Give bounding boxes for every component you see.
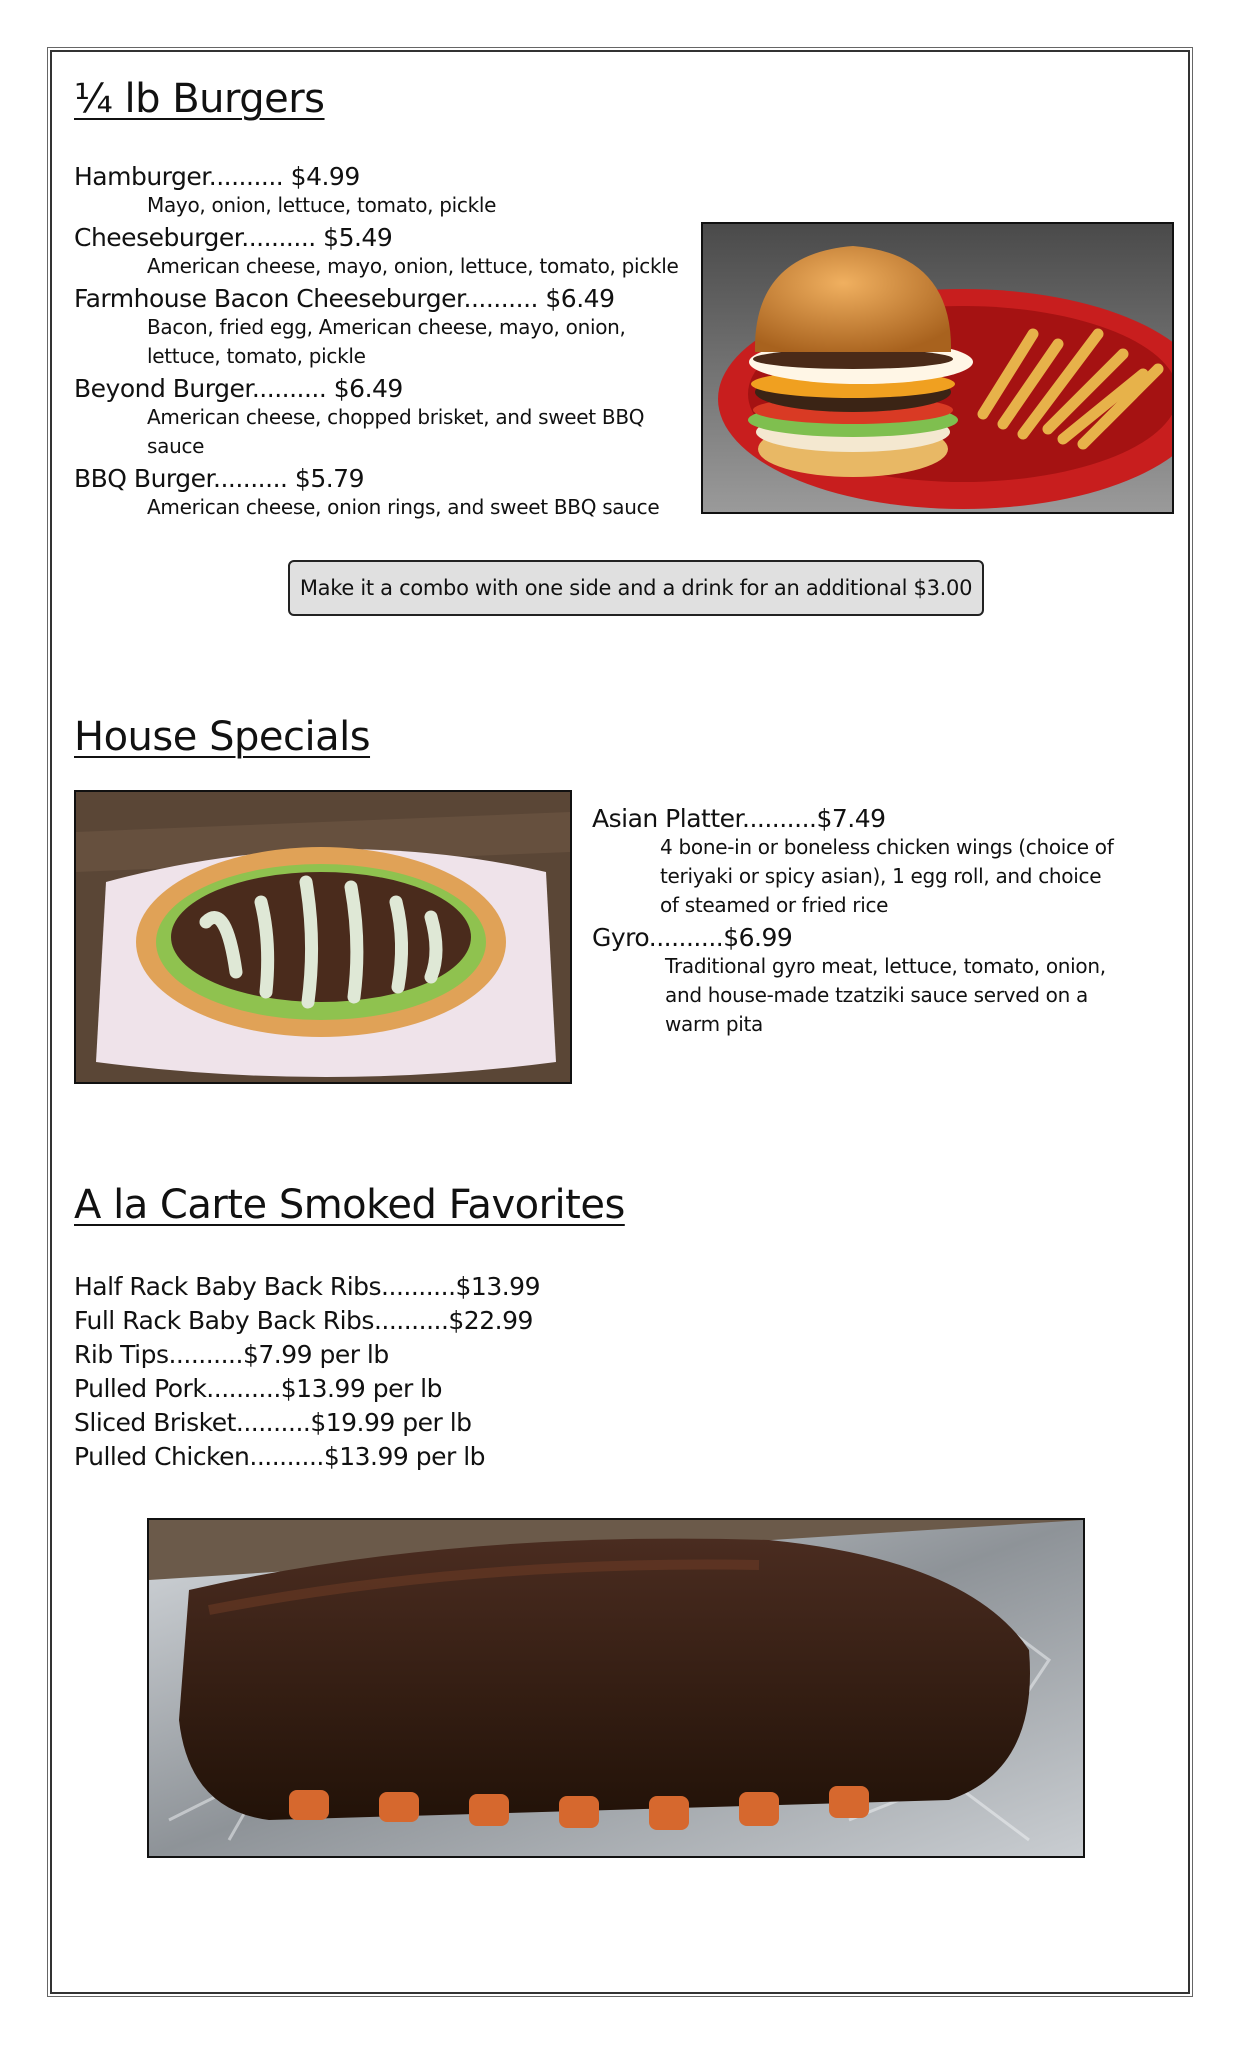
ribs-photo: [147, 1518, 1085, 1858]
gyro-illustration: [76, 792, 570, 1082]
menu-item-name: Beyond Burger.......... $6.49: [74, 374, 403, 403]
burgers-list: [74, 162, 694, 522]
menu-item-name: Hamburger.......... $4.99: [74, 162, 360, 191]
menu-item-desc: Traditional gyro meat, lettuce, tomato, onion, and house-made tzatziki sauce served on a warm pita: [665, 954, 1106, 1036]
menu-item-desc: Mayo, onion, lettuce, tomato, pickle: [147, 193, 497, 217]
menu-item-name: Farmhouse Bacon Cheeseburger.......... $6.49: [74, 284, 615, 313]
menu-item-desc: Bacon, fried egg, American cheese, mayo, onion, lettuce, tomato, pickle: [147, 315, 626, 368]
specials-list: [592, 804, 1152, 1039]
list-item: Half Rack Baby Back Ribs..........$13.99: [74, 1272, 540, 1301]
list-item: Sliced Brisket..........$19.99 per lb: [74, 1408, 472, 1437]
specials-section-title: House Specials: [74, 714, 371, 760]
menu-item-name: Gyro..........$6.99: [592, 923, 793, 952]
burgers-section-title: ¼ lb Burgers: [74, 76, 325, 122]
menu-item-desc: American cheese, mayo, onion, lettuce, tomato, pickle: [147, 254, 679, 278]
menu-item-desc: 4 bone-in or boneless chicken wings (choice of teriyaki or spicy asian), 1 egg roll, and choice of steamed or fried rice: [660, 835, 1114, 917]
menu-item-name: BBQ Burger.......... $5.79: [74, 464, 364, 493]
favorites-section-title: A la Carte Smoked Favorites: [74, 1182, 625, 1228]
combo-banner: Make it a combo with one side and a drink for an additional $3.00: [288, 560, 984, 616]
list-item: Full Rack Baby Back Ribs..........$22.99: [74, 1306, 533, 1335]
burger-photo: [701, 222, 1174, 514]
menu-item-desc: American cheese, chopped brisket, and sweet BBQ sauce: [147, 405, 645, 458]
favorites-list: [74, 1270, 540, 1474]
menu-item-desc: American cheese, onion rings, and sweet BBQ sauce: [147, 495, 660, 519]
list-item: Pulled Chicken..........$13.99 per lb: [74, 1442, 486, 1471]
ribs-illustration: [149, 1520, 1083, 1856]
gyro-photo: [74, 790, 572, 1084]
list-item: Pulled Pork..........$13.99 per lb: [74, 1374, 442, 1403]
menu-item-name: Cheeseburger.......... $5.49: [74, 223, 393, 252]
burger-illustration: [703, 224, 1172, 512]
menu-item-name: Asian Platter..........$7.49: [592, 804, 886, 833]
list-item: Rib Tips..........$7.99 per lb: [74, 1340, 389, 1369]
